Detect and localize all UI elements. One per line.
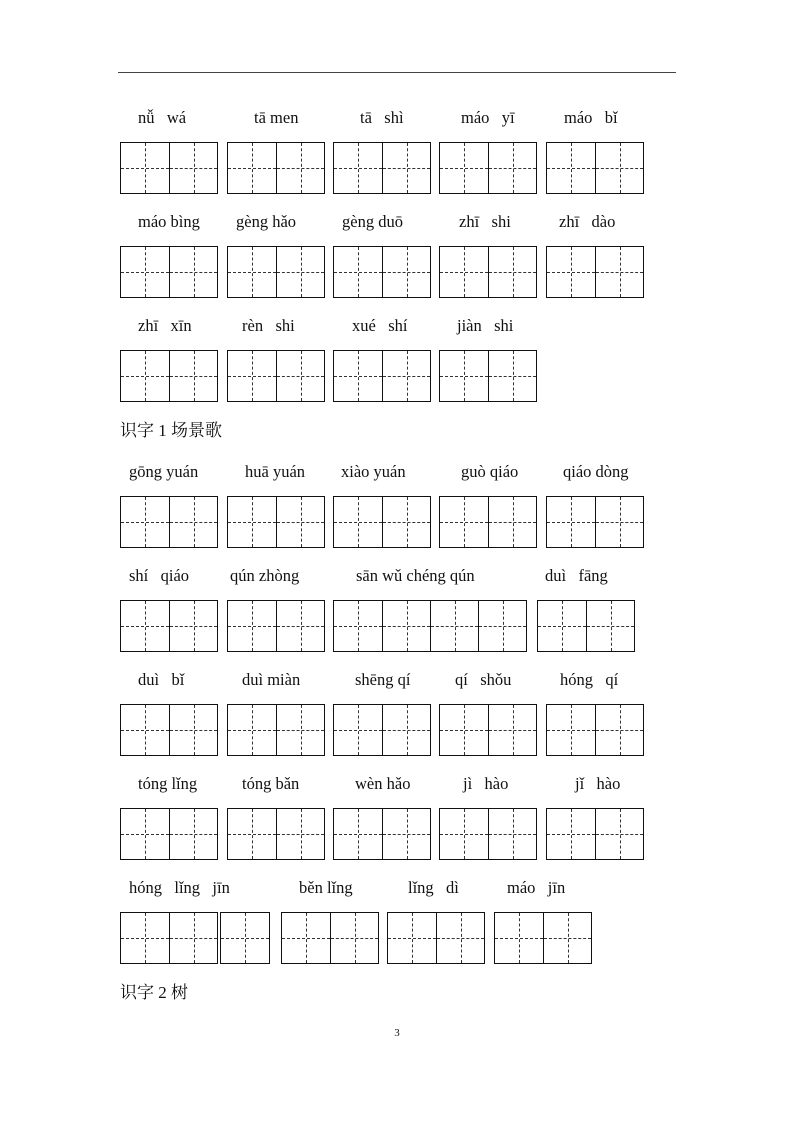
pinyin-label: qiáo dòng xyxy=(563,462,629,481)
grid-cell[interactable] xyxy=(334,351,382,401)
grid-cell[interactable] xyxy=(382,143,430,193)
pinyin-label: wèn hǎo xyxy=(355,774,411,793)
writing-grid[interactable] xyxy=(120,246,218,298)
grid-cell[interactable] xyxy=(488,351,536,401)
writing-grid[interactable] xyxy=(439,246,537,298)
grid-cell[interactable] xyxy=(595,497,643,547)
grid-cell[interactable] xyxy=(547,497,595,547)
pinyin-label: duì miàn xyxy=(242,670,301,689)
pinyin-label: máo bìng xyxy=(138,212,200,231)
grid-cell[interactable] xyxy=(169,497,217,547)
writing-grid[interactable] xyxy=(227,246,325,298)
writing-grid[interactable] xyxy=(220,912,270,964)
pinyin-label: lǐng dì xyxy=(408,878,459,897)
writing-grid[interactable] xyxy=(281,912,379,964)
grid-cell[interactable] xyxy=(382,705,430,755)
pinyin-label: máo bǐ xyxy=(564,108,618,127)
grid-cell[interactable] xyxy=(228,497,276,547)
grid-cell[interactable] xyxy=(547,705,595,755)
grid-cell[interactable] xyxy=(488,497,536,547)
writing-grid[interactable] xyxy=(333,496,431,548)
grid-cell[interactable] xyxy=(440,497,488,547)
writing-grid[interactable] xyxy=(227,142,325,194)
writing-grid[interactable] xyxy=(120,600,218,652)
pinyin-label: zhī xīn xyxy=(138,316,192,335)
writing-grid[interactable] xyxy=(120,142,218,194)
pinyin-label: qún zhòng xyxy=(230,566,300,585)
grid-cell[interactable] xyxy=(169,351,217,401)
grid-cell[interactable] xyxy=(382,351,430,401)
pinyin-label: xué shí xyxy=(352,316,408,335)
pinyin-label: qí shǒu xyxy=(455,670,512,689)
grid-cell[interactable] xyxy=(276,351,324,401)
pinyin-label: huā yuán xyxy=(245,462,306,481)
grid-cell[interactable] xyxy=(543,913,591,963)
writing-grid[interactable] xyxy=(439,350,537,402)
pinyin-label: gōng yuán xyxy=(129,462,199,481)
grid-cell[interactable] xyxy=(121,601,169,651)
pinyin-label: guò qiáo xyxy=(461,462,519,481)
grid-cell[interactable] xyxy=(440,351,488,401)
writing-grid[interactable] xyxy=(439,808,537,860)
grid-cell[interactable] xyxy=(488,247,536,297)
pinyin-label: jǐ hào xyxy=(575,774,621,793)
writing-grid[interactable] xyxy=(439,142,537,194)
grid-cell[interactable] xyxy=(388,913,436,963)
writing-grid[interactable] xyxy=(333,600,527,652)
pinyin-label: běn lǐng xyxy=(299,878,353,897)
grid-cell[interactable] xyxy=(121,351,169,401)
section-heading: 识字 1 场景歌 xyxy=(120,421,222,440)
grid-cell[interactable] xyxy=(169,601,217,651)
writing-grid[interactable] xyxy=(120,350,218,402)
pinyin-label: duì bǐ xyxy=(138,670,185,689)
pinyin-label: tóng bǎn xyxy=(242,774,300,793)
grid-cell[interactable] xyxy=(121,705,169,755)
grid-cell[interactable] xyxy=(334,247,382,297)
grid-cell[interactable] xyxy=(334,705,382,755)
page-number: 3 xyxy=(394,1027,400,1039)
grid-cell[interactable] xyxy=(169,705,217,755)
grid-cell[interactable] xyxy=(169,247,217,297)
writing-grid[interactable] xyxy=(227,496,325,548)
grid-cell[interactable] xyxy=(595,143,643,193)
pinyin-label: jì hào xyxy=(463,774,509,793)
grid-cell[interactable] xyxy=(330,913,378,963)
writing-grid[interactable] xyxy=(546,142,644,194)
writing-grid[interactable] xyxy=(227,350,325,402)
writing-grid[interactable] xyxy=(537,600,635,652)
pinyin-label: gèng duō xyxy=(342,212,403,231)
writing-grid[interactable] xyxy=(494,912,592,964)
grid-cell[interactable] xyxy=(382,809,430,859)
grid-cell[interactable] xyxy=(440,809,488,859)
writing-grid[interactable] xyxy=(387,912,485,964)
grid-cell[interactable] xyxy=(121,497,169,547)
grid-cell[interactable] xyxy=(538,601,586,651)
pinyin-label: hóng lǐng jīn xyxy=(129,878,230,897)
grid-cell[interactable] xyxy=(488,143,536,193)
grid-cell[interactable] xyxy=(440,143,488,193)
grid-cell[interactable] xyxy=(334,497,382,547)
writing-grid[interactable] xyxy=(227,808,325,860)
writing-grid[interactable] xyxy=(546,704,644,756)
grid-cell[interactable] xyxy=(334,809,382,859)
writing-grid[interactable] xyxy=(120,496,218,548)
grid-cell[interactable] xyxy=(121,247,169,297)
pinyin-label: duì fāng xyxy=(545,566,608,585)
pinyin-label: tā men xyxy=(254,108,299,127)
grid-cell[interactable] xyxy=(276,705,324,755)
grid-cell[interactable] xyxy=(228,705,276,755)
writing-grid[interactable] xyxy=(333,246,431,298)
pinyin-label: shēng qí xyxy=(355,670,411,689)
grid-cell[interactable] xyxy=(547,809,595,859)
grid-cell[interactable] xyxy=(547,143,595,193)
writing-grid[interactable] xyxy=(546,496,644,548)
grid-cell[interactable] xyxy=(169,913,217,963)
grid-cell[interactable] xyxy=(547,247,595,297)
writing-grid[interactable] xyxy=(439,704,537,756)
grid-cell[interactable] xyxy=(276,497,324,547)
grid-cell[interactable] xyxy=(334,143,382,193)
pinyin-label: rèn shi xyxy=(242,316,295,335)
grid-cell[interactable] xyxy=(478,601,526,651)
grid-cell[interactable] xyxy=(228,143,276,193)
grid-cell[interactable] xyxy=(586,601,634,651)
grid-cell[interactable] xyxy=(276,247,324,297)
pinyin-label: tā shì xyxy=(360,108,404,127)
writing-grid[interactable] xyxy=(546,246,644,298)
pinyin-label: máo jīn xyxy=(507,878,566,897)
writing-grid[interactable] xyxy=(333,142,431,194)
grid-cell[interactable] xyxy=(228,351,276,401)
grid-cell[interactable] xyxy=(440,247,488,297)
writing-grid[interactable] xyxy=(120,808,218,860)
pinyin-label: tóng lǐng xyxy=(138,774,198,793)
grid-cell[interactable] xyxy=(169,809,217,859)
grid-cell[interactable] xyxy=(334,601,382,651)
grid-cell[interactable] xyxy=(488,809,536,859)
grid-cell[interactable] xyxy=(436,913,484,963)
grid-cell[interactable] xyxy=(121,913,169,963)
pinyin-label: sān wǔ chéng qún xyxy=(356,566,475,585)
grid-cell[interactable] xyxy=(495,913,543,963)
writing-grid[interactable] xyxy=(227,600,325,652)
writing-grid[interactable] xyxy=(120,704,218,756)
grid-cell[interactable] xyxy=(228,809,276,859)
grid-cell[interactable] xyxy=(595,247,643,297)
grid-cell[interactable] xyxy=(169,143,217,193)
grid-cell[interactable] xyxy=(228,247,276,297)
grid-cell[interactable] xyxy=(595,809,643,859)
writing-grid[interactable] xyxy=(333,704,431,756)
grid-cell[interactable] xyxy=(228,601,276,651)
writing-grid[interactable] xyxy=(120,912,218,964)
grid-cell[interactable] xyxy=(121,143,169,193)
grid-cell[interactable] xyxy=(382,247,430,297)
grid-cell[interactable] xyxy=(121,809,169,859)
writing-grid[interactable] xyxy=(333,808,431,860)
grid-cell[interactable] xyxy=(276,601,324,651)
writing-grid[interactable] xyxy=(227,704,325,756)
grid-cell[interactable] xyxy=(221,913,269,963)
pinyin-label: máo yī xyxy=(461,108,515,127)
grid-cell[interactable] xyxy=(595,705,643,755)
writing-grid[interactable] xyxy=(439,496,537,548)
section-heading: 识字 2 树 xyxy=(120,983,188,1002)
pinyin-label: shí qiáo xyxy=(129,566,190,585)
pinyin-label: zhī shi xyxy=(459,212,511,231)
pinyin-label: jiàn shi xyxy=(457,316,514,335)
writing-grid[interactable] xyxy=(333,350,431,402)
grid-cell[interactable] xyxy=(282,913,330,963)
pinyin-label: hóng qí xyxy=(560,670,619,689)
pinyin-label: xiào yuán xyxy=(341,462,406,481)
pinyin-label: nǚ wá xyxy=(138,108,187,127)
writing-grid[interactable] xyxy=(546,808,644,860)
grid-cell[interactable] xyxy=(276,809,324,859)
grid-cell[interactable] xyxy=(430,601,478,651)
grid-cell[interactable] xyxy=(382,497,430,547)
grid-cell[interactable] xyxy=(382,601,430,651)
grid-cell[interactable] xyxy=(276,143,324,193)
pinyin-label: gèng hǎo xyxy=(236,212,297,231)
header-rule xyxy=(118,72,676,73)
grid-cell[interactable] xyxy=(440,705,488,755)
grid-cell[interactable] xyxy=(488,705,536,755)
pinyin-label: zhī dào xyxy=(559,212,616,231)
